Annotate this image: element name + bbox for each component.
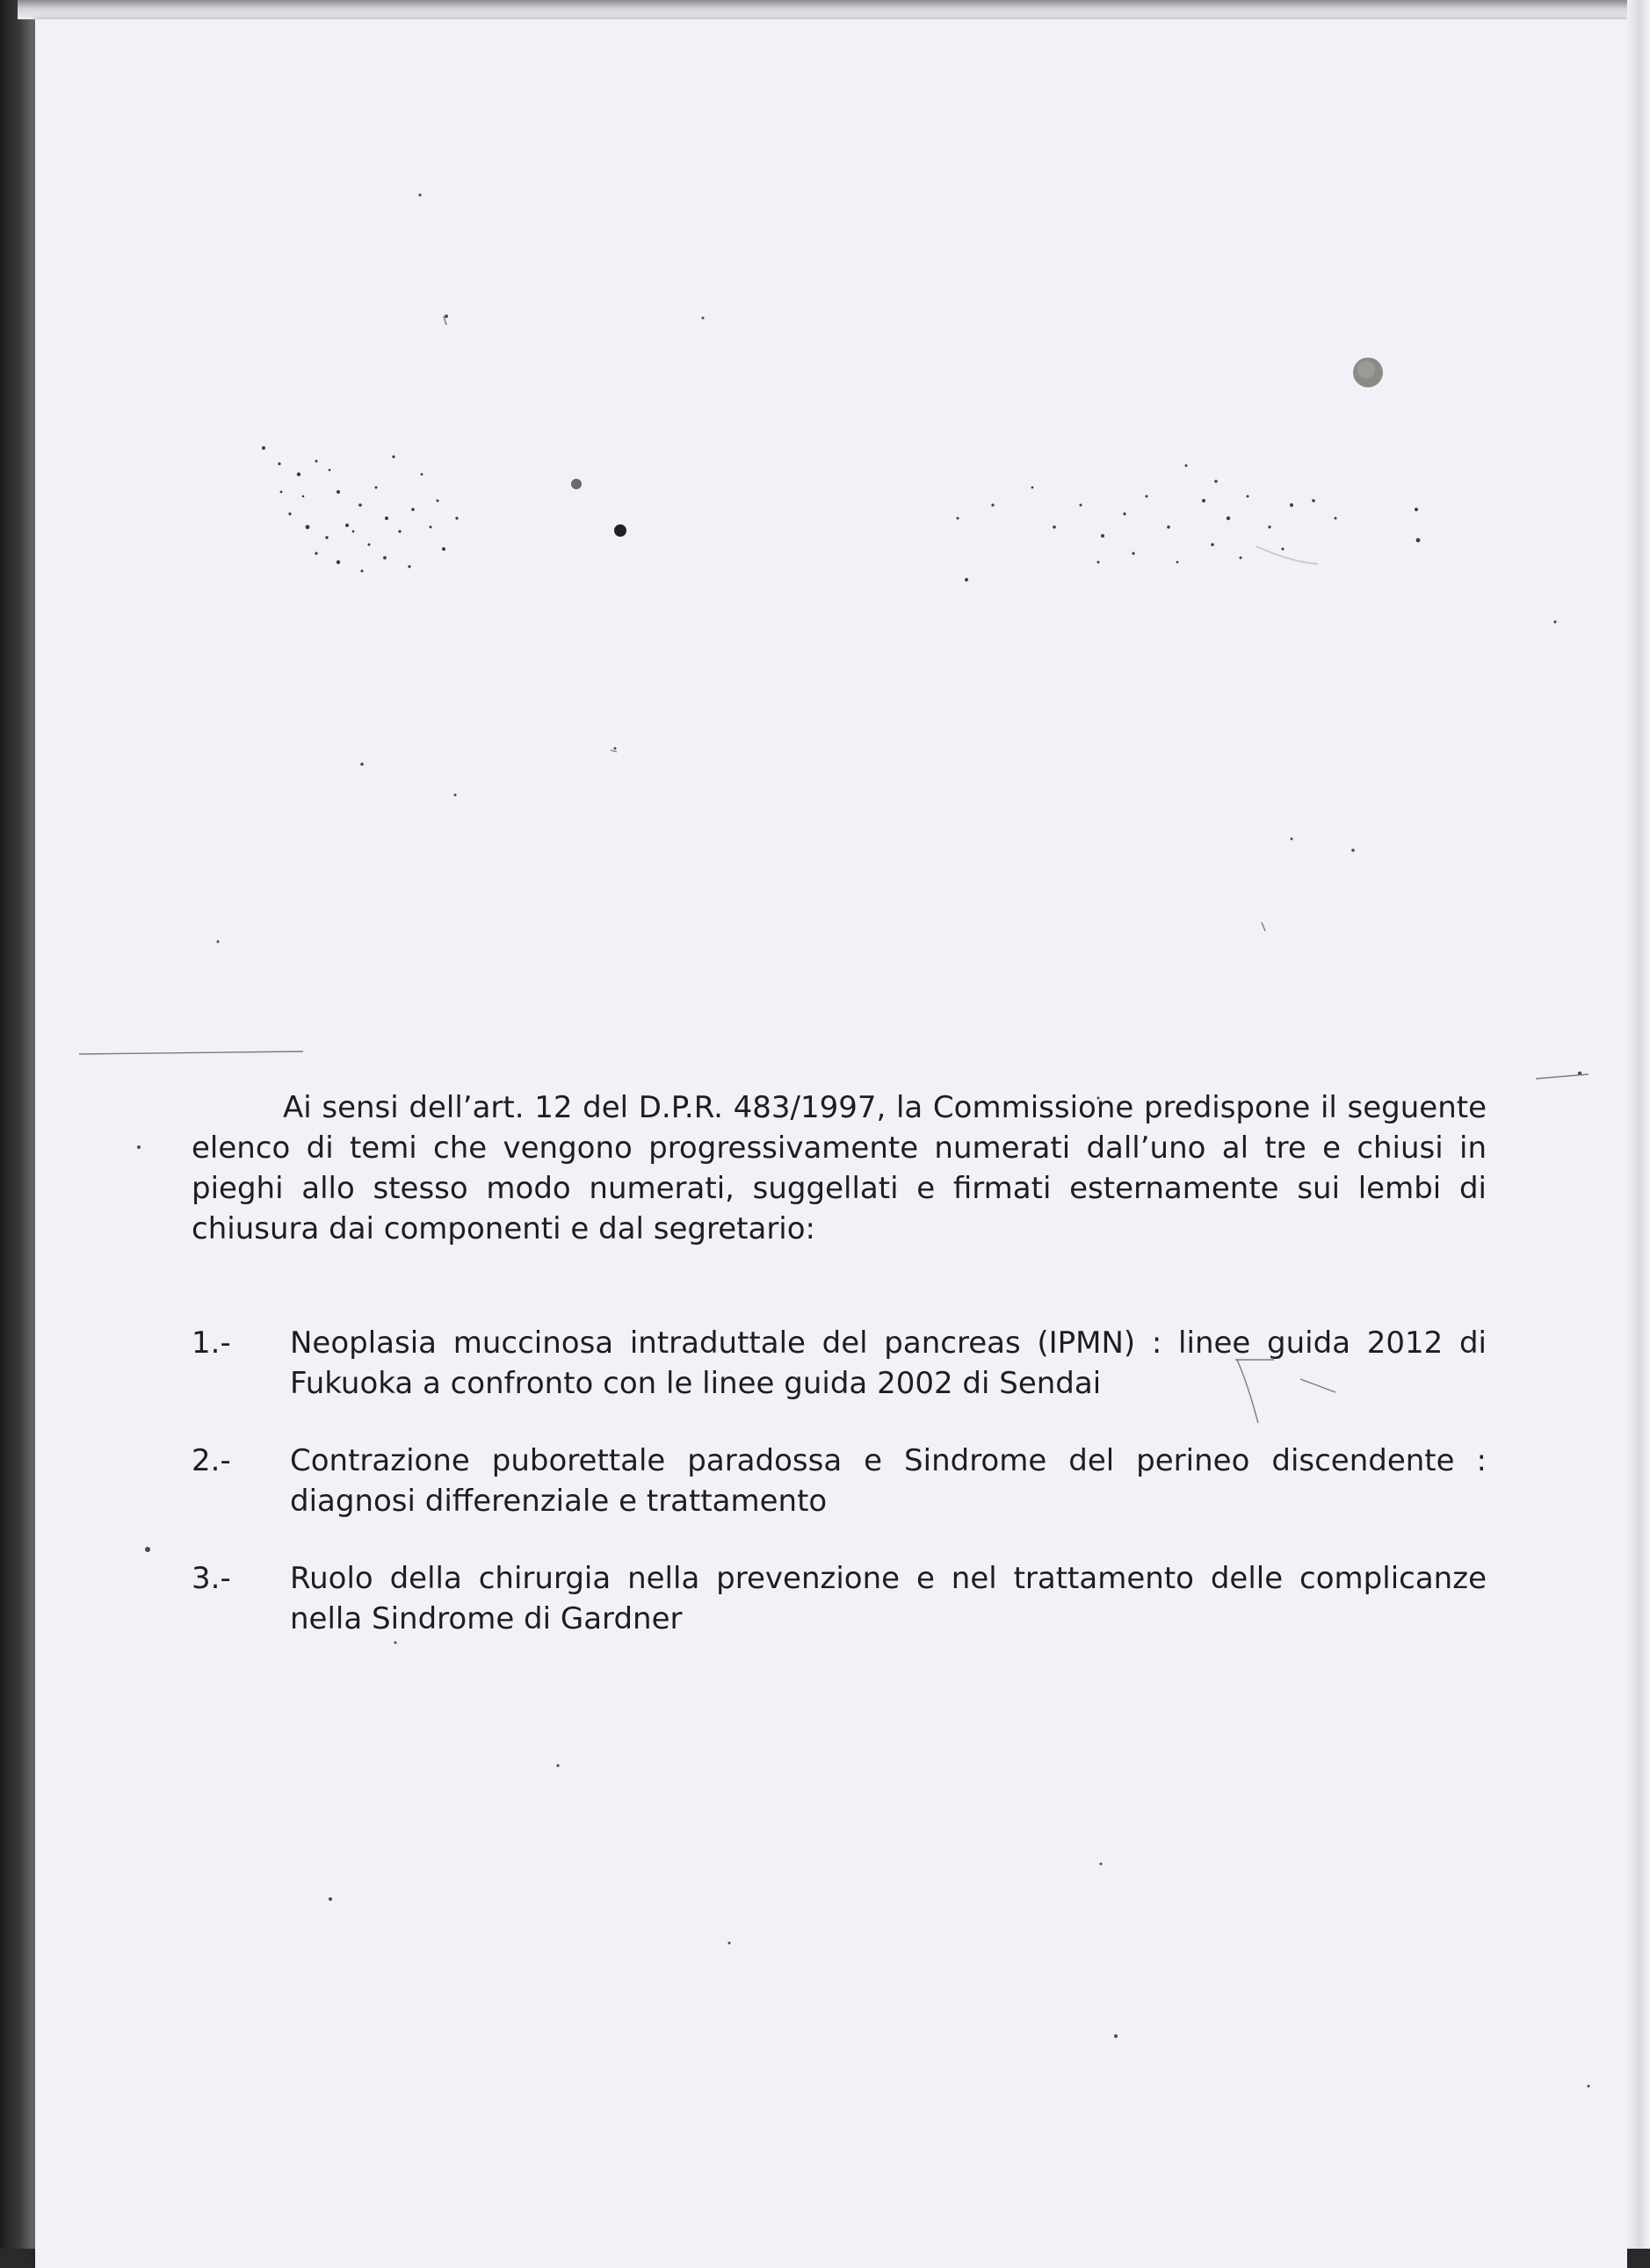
document-body: [192, 1087, 1487, 1676]
topics-list: [192, 1323, 1487, 1639]
list-item: [192, 1441, 1487, 1521]
topic-text: Ruolo della chirurgia nella prevenzione e nel trattamento delle complicanze nella Sindrome di Gardner: [290, 1561, 1487, 1636]
topic-number: 3.-: [192, 1561, 231, 1596]
list-item: [192, 1323, 1487, 1404]
topic-text: Neoplasia muccinosa intraduttale del pancreas (IPMN) : linee guida 2012 di Fukuoka a confronto con le linee guida 2002 di Sendai: [290, 1325, 1487, 1401]
intro-paragraph: Ai sensi dell’art. 12 del D.P.R. 483/1997, la Commissione predispone il seguente elenco di temi che vengono progressivamente numerati dall’uno al tre e chiusi in pieghi allo stesso modo numerati, suggellati e firmati esternamente sui lembi di chiusura dai componenti e dal segretario:: [192, 1090, 1487, 1246]
topic-number: 2.-: [192, 1443, 231, 1478]
topic-number: 1.-: [192, 1325, 231, 1361]
list-item: [192, 1558, 1487, 1639]
topic-text: Contrazione puborettale paradossa e Sindrome del perineo discendente : diagnosi differenziale e trattamento: [290, 1443, 1487, 1519]
